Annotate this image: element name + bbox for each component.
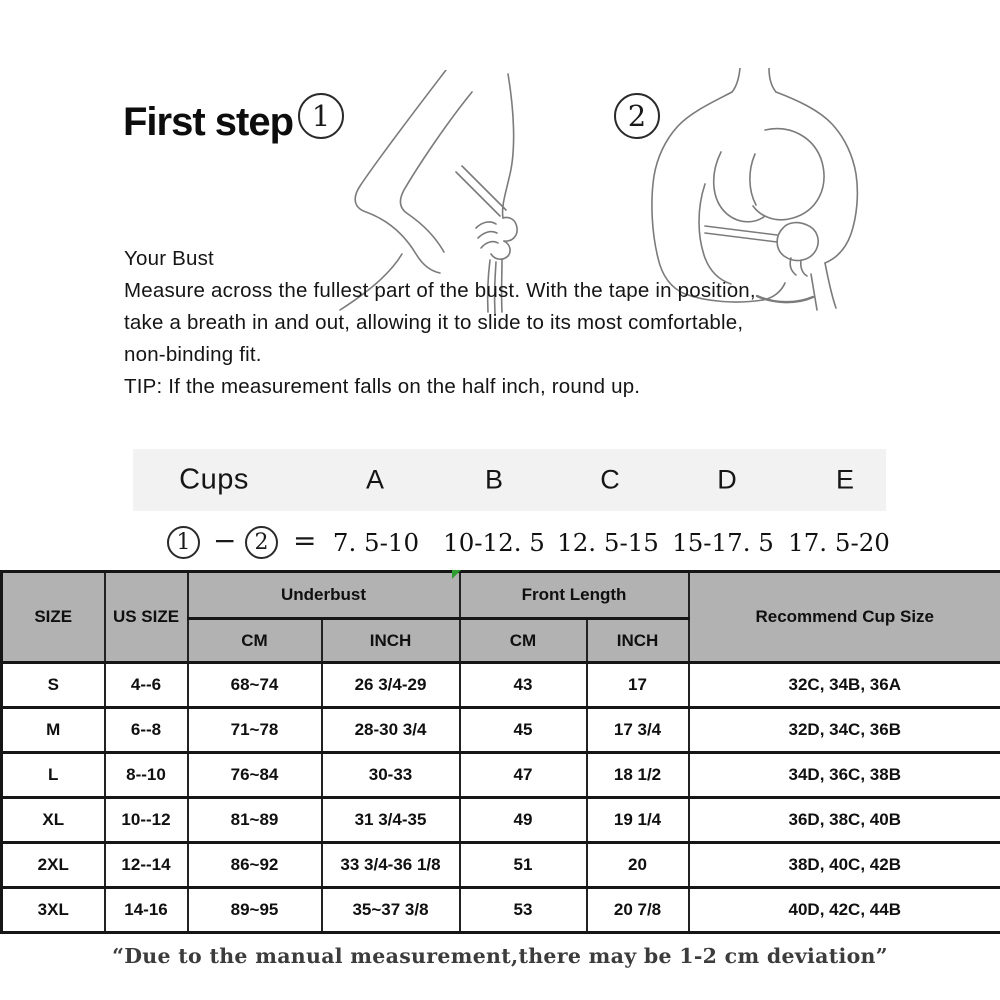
cell-us-size: 14-16: [105, 888, 188, 933]
equals-sign: =: [293, 524, 317, 557]
cell-front-inch: 17: [587, 663, 689, 708]
cell-underbust-cm: 86~92: [188, 843, 322, 888]
cell-underbust-inch: 30-33: [322, 753, 460, 798]
cell-cup: 34D, 36C, 38B: [689, 753, 1000, 798]
cup-formula-row: [0, 520, 1000, 566]
formula-step-2-number: 2: [254, 530, 269, 555]
cell-cup: 38D, 40C, 42B: [689, 843, 1000, 888]
cell-front-cm: 47: [460, 753, 587, 798]
cell-front-cm: 53: [460, 888, 587, 933]
cell-underbust-cm: 89~95: [188, 888, 322, 933]
cell-us-size: 10--12: [105, 798, 188, 843]
cell-front-inch: 19 1/4: [587, 798, 689, 843]
cell-size: M: [2, 708, 105, 753]
cell-cup: 40D, 42C, 44B: [689, 888, 1000, 933]
green-corner-marker: [452, 570, 461, 579]
table-row-xl: [2, 798, 1000, 843]
cups-label: Cups: [179, 463, 249, 496]
cell-cup: 32C, 34B, 36A: [689, 663, 1000, 708]
col-header-underbust-inch: INCH: [322, 619, 460, 663]
cell-us-size: 4--6: [105, 663, 188, 708]
col-header-underbust-cm: CM: [188, 619, 322, 663]
page-title: First step: [123, 100, 294, 144]
cup-range-c: 12. 5-15: [557, 528, 659, 557]
cell-size: S: [2, 663, 105, 708]
instructions-subtitle: Your Bust: [124, 247, 214, 270]
cell-front-cm: 45: [460, 708, 587, 753]
col-header-us-size: US SIZE: [105, 572, 188, 663]
col-header-front-inch: INCH: [587, 619, 689, 663]
cell-front-inch: 17 3/4: [587, 708, 689, 753]
cell-underbust-cm: 76~84: [188, 753, 322, 798]
cell-underbust-inch: 28-30 3/4: [322, 708, 460, 753]
cell-underbust-cm: 81~89: [188, 798, 322, 843]
deviation-note: “Due to the manual measurement,there may be 1-2 cm deviation”: [112, 944, 888, 968]
col-header-size: SIZE: [2, 572, 105, 663]
minus-sign: −: [213, 524, 237, 557]
instructions-line: take a breath in and out, allowing it to slide to its most comfortable,: [124, 311, 744, 334]
formula-step-2-badge: [245, 526, 278, 559]
cup-letter-a: A: [365, 464, 385, 495]
cell-size: L: [2, 753, 105, 798]
cell-underbust-cm: 68~74: [188, 663, 322, 708]
cup-range-d: 15-17. 5: [672, 528, 774, 557]
cup-range-b: 10-12. 5: [443, 528, 545, 557]
cell-front-inch: 20: [587, 843, 689, 888]
cups-header-band: [133, 449, 886, 511]
table-row-s: [2, 663, 1000, 708]
cell-size: XL: [2, 798, 105, 843]
formula-step-1-badge: [167, 526, 200, 559]
cell-underbust-inch: 35~37 3/8: [322, 888, 460, 933]
cup-letter-c: C: [600, 464, 620, 495]
step-1-number: 1: [311, 99, 331, 133]
col-header-front-cm: CM: [460, 619, 587, 663]
cell-front-inch: 20 7/8: [587, 888, 689, 933]
cup-letter-e: E: [835, 464, 855, 495]
cell-underbust-inch: 31 3/4-35: [322, 798, 460, 843]
table-row-l: [2, 753, 1000, 798]
cell-front-cm: 51: [460, 843, 587, 888]
col-header-front-length: Front Length: [460, 572, 689, 619]
instructions-line: non-binding fit.: [124, 343, 262, 366]
table-row-3xl: [2, 888, 1000, 933]
table-row-2xl: [2, 843, 1000, 888]
cell-us-size: 12--14: [105, 843, 188, 888]
cell-us-size: 6--8: [105, 708, 188, 753]
cell-underbust-inch: 26 3/4-29: [322, 663, 460, 708]
size-chart-table: [0, 570, 1000, 934]
formula-step-1-number: 1: [176, 530, 191, 555]
cell-cup: 32D, 34C, 36B: [689, 708, 1000, 753]
cell-front-cm: 49: [460, 798, 587, 843]
cup-letter-b: B: [484, 464, 504, 495]
cup-letter-d: D: [717, 464, 737, 495]
cell-us-size: 8--10: [105, 753, 188, 798]
cell-underbust-cm: 71~78: [188, 708, 322, 753]
cup-range-e: 17. 5-20: [788, 528, 890, 557]
cup-range-a: 7. 5-10: [332, 528, 420, 557]
instructions-tip: TIP: If the measurement falls on the half inch, round up.: [124, 375, 641, 398]
col-header-underbust: Underbust: [188, 572, 460, 619]
instructions-block: [124, 243, 756, 403]
cell-underbust-inch: 33 3/4-36 1/8: [322, 843, 460, 888]
cell-front-inch: 18 1/2: [587, 753, 689, 798]
cell-size: 3XL: [2, 888, 105, 933]
col-header-recommend-cup: Recommend Cup Size: [689, 572, 1000, 663]
cell-size: 2XL: [2, 843, 105, 888]
step-2-number: 2: [627, 99, 647, 133]
instructions-line: Measure across the fullest part of the bust. With the tape in position,: [124, 279, 756, 302]
cell-cup: 36D, 38C, 40B: [689, 798, 1000, 843]
cell-front-cm: 43: [460, 663, 587, 708]
table-row-m: [2, 708, 1000, 753]
